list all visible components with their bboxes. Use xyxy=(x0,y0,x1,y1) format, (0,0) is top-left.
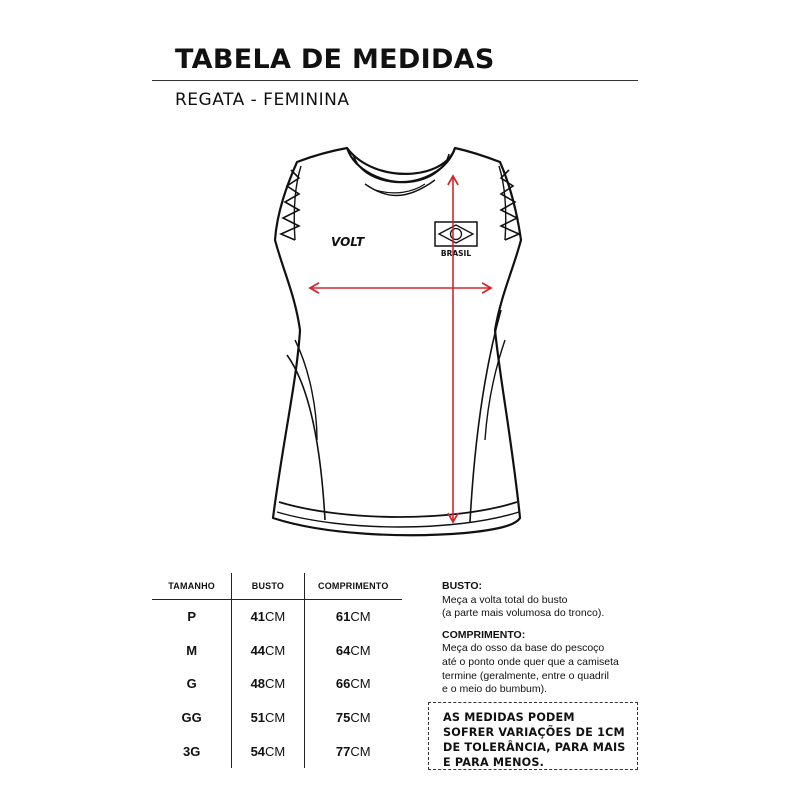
busto-cell: 41CM xyxy=(232,600,304,634)
busto-note-text: Meça a volta total do busto (a parte mais volumosa do tronco). xyxy=(442,593,605,620)
comprimento-note-text: Meça do osso da base do pescoço até o ponto onde quer que a camiseta termine (geralmente, entre o quadril e o meio do bumbum). xyxy=(442,642,619,696)
tolerance-disclaimer: AS MEDIDAS PODEM SOFRER VARIAÇÕES DE 1CM DE TOLERÂNCIA, PARA MAIS E PARA MENOS. xyxy=(428,702,638,770)
table-row xyxy=(152,701,402,735)
size-cell: P xyxy=(187,609,196,625)
size-table-header xyxy=(152,573,402,600)
size-table xyxy=(152,573,402,768)
garment-outline xyxy=(273,148,521,535)
busto-cell: 48CM xyxy=(232,667,304,701)
header-busto: BUSTO xyxy=(232,573,304,600)
tank-top-drawing xyxy=(265,140,535,540)
page-subtitle: REGATA - FEMININA xyxy=(175,90,350,110)
tank-top-illustration xyxy=(265,140,535,540)
title-divider xyxy=(152,80,638,81)
comprimento-cell: 77CM xyxy=(304,734,402,768)
table-row xyxy=(152,600,402,634)
table-row xyxy=(152,634,402,668)
size-cell: M xyxy=(186,642,198,658)
comprimento-cell: 75CM xyxy=(304,701,402,735)
table-row xyxy=(152,667,402,701)
busto-cell: 54CM xyxy=(232,734,304,768)
size-cell: G xyxy=(186,676,197,692)
comprimento-note-title: COMPRIMENTO: xyxy=(442,628,526,641)
comprimento-cell: 64CM xyxy=(304,634,402,668)
badge-label: BRASIL xyxy=(440,249,472,258)
busto-note-title: BUSTO: xyxy=(442,580,483,592)
header-tamanho: TAMANHO xyxy=(152,573,232,600)
size-cell: 3G xyxy=(182,743,201,759)
page-title: TABELA DE MEDIDAS xyxy=(175,44,495,75)
table-row xyxy=(152,734,402,768)
busto-cell: 44CM xyxy=(232,634,304,668)
measurement-notes xyxy=(442,580,662,705)
header-comprimento: COMPRIMENTO xyxy=(304,573,402,600)
brand-logo: VOLT xyxy=(331,235,365,249)
busto-cell: 51CM xyxy=(232,701,304,735)
size-cell: GG xyxy=(181,710,202,726)
comprimento-cell: 61CM xyxy=(304,600,402,634)
comprimento-cell: 66CM xyxy=(304,667,402,701)
